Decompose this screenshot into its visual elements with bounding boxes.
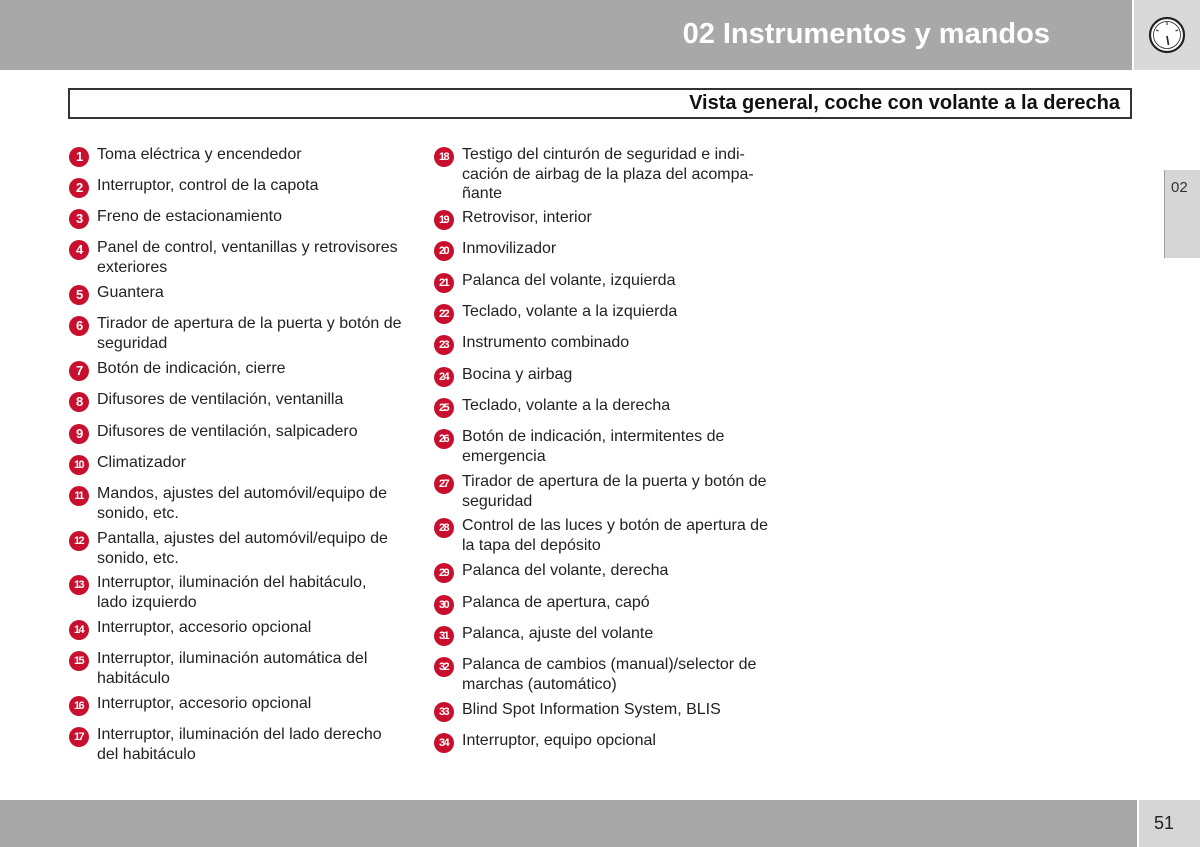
legend-number-badge: 5 [69,285,89,305]
legend-text [97,359,407,379]
legend-text [462,561,772,581]
legend-text-line: Palanca del volante, derecha [462,562,669,579]
legend-number-badge: 11 [69,486,89,506]
legend-text-line: Teclado, volante a la izquierda [462,303,678,320]
legend-text [97,145,407,165]
legend-text [462,396,772,416]
legend-text [97,725,407,764]
legend-text-line: Botón de indicación, intermitentes de [462,428,725,445]
legend-text [97,207,407,227]
legend-number-badge: 33 [434,702,454,722]
legend-number-badge: 34 [434,733,454,753]
legend-number-badge: 16 [69,696,89,716]
legend-text-line: Interruptor, equipo opcional [462,732,656,749]
legend-number-badge: 7 [69,361,89,381]
legend-text-line: marchas (automático) [462,675,617,693]
chapter-side-tab [1164,170,1200,258]
legend-text [462,333,772,353]
legend-text [462,472,772,511]
legend-text-line: Inmovilizador [462,240,557,257]
legend-text [97,484,407,523]
legend-number-badge: 3 [69,209,89,229]
legend-text-line: Control de las luces y botón de apertura de [462,517,768,534]
legend-number-badge: 24 [434,367,454,387]
legend-text-line: del habitáculo [97,745,196,763]
legend-text [462,427,772,466]
legend-text [462,145,772,204]
legend-text-line: Palanca del volante, izquierda [462,272,676,289]
legend-number-badge: 32 [434,657,454,677]
legend-text-line: Interruptor, control de la capota [97,177,319,194]
legend-number-badge: 14 [69,620,89,640]
legend-text-line: Pantalla, ajustes del automóvil/equipo de [97,530,388,547]
legend-text-line: Retrovisor, interior [462,209,592,226]
section-title: Vista general, coche con volante a la derecha [689,92,1120,114]
legend-number-badge: 26 [434,429,454,449]
legend-number-badge: 12 [69,531,89,551]
legend-number-badge: 9 [69,424,89,444]
legend-text-line: emergencia [462,447,546,465]
legend-text-line: Teclado, volante a la derecha [462,397,671,414]
legend-text-line: seguridad [97,334,168,352]
legend-text [97,422,407,442]
legend-text-line: Testigo del cinturón de seguridad e indi- [462,146,745,163]
legend-number-badge: 22 [434,304,454,324]
legend-text [462,302,772,322]
legend-text-line: Mandos, ajustes del automóvil/equipo de [97,485,387,502]
legend-text [97,390,407,410]
legend-text [97,573,407,612]
legend-number-badge: 4 [69,240,89,260]
legend-text [462,271,772,291]
legend-text-line: seguridad [462,492,533,510]
legend-text-line: Instrumento combinado [462,334,630,351]
legend-text [97,314,407,353]
legend-text [462,365,772,385]
legend-number-badge: 30 [434,595,454,615]
legend-text [462,700,772,720]
legend-text-line: sonido, etc. [97,549,179,567]
speedometer-icon [1147,15,1187,55]
legend-text-line: Interruptor, iluminación del lado derecho [97,726,382,743]
legend-text-line: exteriores [97,258,168,276]
legend-text [97,176,407,196]
section-header-box [68,88,1132,119]
chapter-title: 02 Instrumentos y mandos [682,18,1050,50]
legend-number-badge: 25 [434,398,454,418]
legend-text [462,516,772,555]
page-number-box [1139,800,1200,847]
header-band [0,0,1132,70]
legend-text-line: Bocina y airbag [462,366,573,383]
page-number: 51 [1154,813,1175,833]
chapter-icon-box [1134,0,1200,70]
legend-number-badge: 29 [434,563,454,583]
legend-text [97,453,407,473]
legend-text-line: Panel de control, ventanillas y retrovisores [97,239,398,256]
legend-number-badge: 8 [69,392,89,412]
legend-number-badge: 15 [69,651,89,671]
legend-number-badge: 2 [69,178,89,198]
legend-text [97,649,407,688]
legend-number-badge: 18 [434,147,454,167]
legend-text-line: lado izquierdo [97,593,197,611]
legend-text-line: Toma eléctrica y encendedor [97,146,302,163]
legend-text-line: Tirador de apertura de la puerta y botón de [462,473,767,490]
legend-number-badge: 28 [434,518,454,538]
legend-text-line: Interruptor, accesorio opcional [97,695,312,712]
legend-text-line: Tirador de apertura de la puerta y botón de [97,315,402,332]
legend-number-badge: 23 [434,335,454,355]
legend-text-line: habitáculo [97,669,170,687]
legend-text-line: Interruptor, accesorio opcional [97,619,312,636]
legend-text-line: Freno de estacionamiento [97,208,282,225]
legend-text [97,618,407,638]
legend-number-badge: 10 [69,455,89,475]
legend-text [462,655,772,694]
legend-text-line: Palanca de apertura, capó [462,594,650,611]
legend-text [462,624,772,644]
legend-number-badge: 21 [434,273,454,293]
legend-number-badge: 1 [69,147,89,167]
legend-text-line: Botón de indicación, cierre [97,360,286,377]
legend-number-badge: 31 [434,626,454,646]
legend-number-badge: 13 [69,575,89,595]
legend-text-line: la tapa del depósito [462,536,601,554]
footer-band [0,800,1137,847]
legend-number-badge: 20 [434,241,454,261]
legend-text-line: Palanca de cambios (manual)/selector de [462,656,757,673]
legend-number-badge: 6 [69,316,89,336]
side-tab-label: 02 [1171,179,1188,196]
legend-text [462,593,772,613]
legend-text [462,731,772,751]
legend-number-badge: 27 [434,474,454,494]
legend-text-line: Interruptor, iluminación del habitáculo, [97,574,367,591]
legend-text-line: sonido, etc. [97,504,179,522]
legend-text-line: Palanca, ajuste del volante [462,625,654,642]
legend-text-line: Climatizador [97,454,186,471]
legend-text [97,238,407,277]
legend-text-line: Interruptor, iluminación automática del [97,650,368,667]
legend-number-badge: 17 [69,727,89,747]
legend-text [97,529,407,568]
legend-text-line: Difusores de ventilación, salpicadero [97,423,358,440]
legend-number-badge: 19 [434,210,454,230]
legend-text-line: Difusores de ventilación, ventanilla [97,391,344,408]
legend-text-line: ñante [462,185,503,202]
legend-text [97,283,407,303]
legend-text-line: Guantera [97,284,164,301]
legend-text-line: Blind Spot Information System, BLIS [462,701,721,718]
legend-text-line: cación de airbag de la plaza del acompa- [462,165,754,183]
legend-text [462,208,772,228]
legend-text [97,694,407,714]
legend-text [462,239,772,259]
